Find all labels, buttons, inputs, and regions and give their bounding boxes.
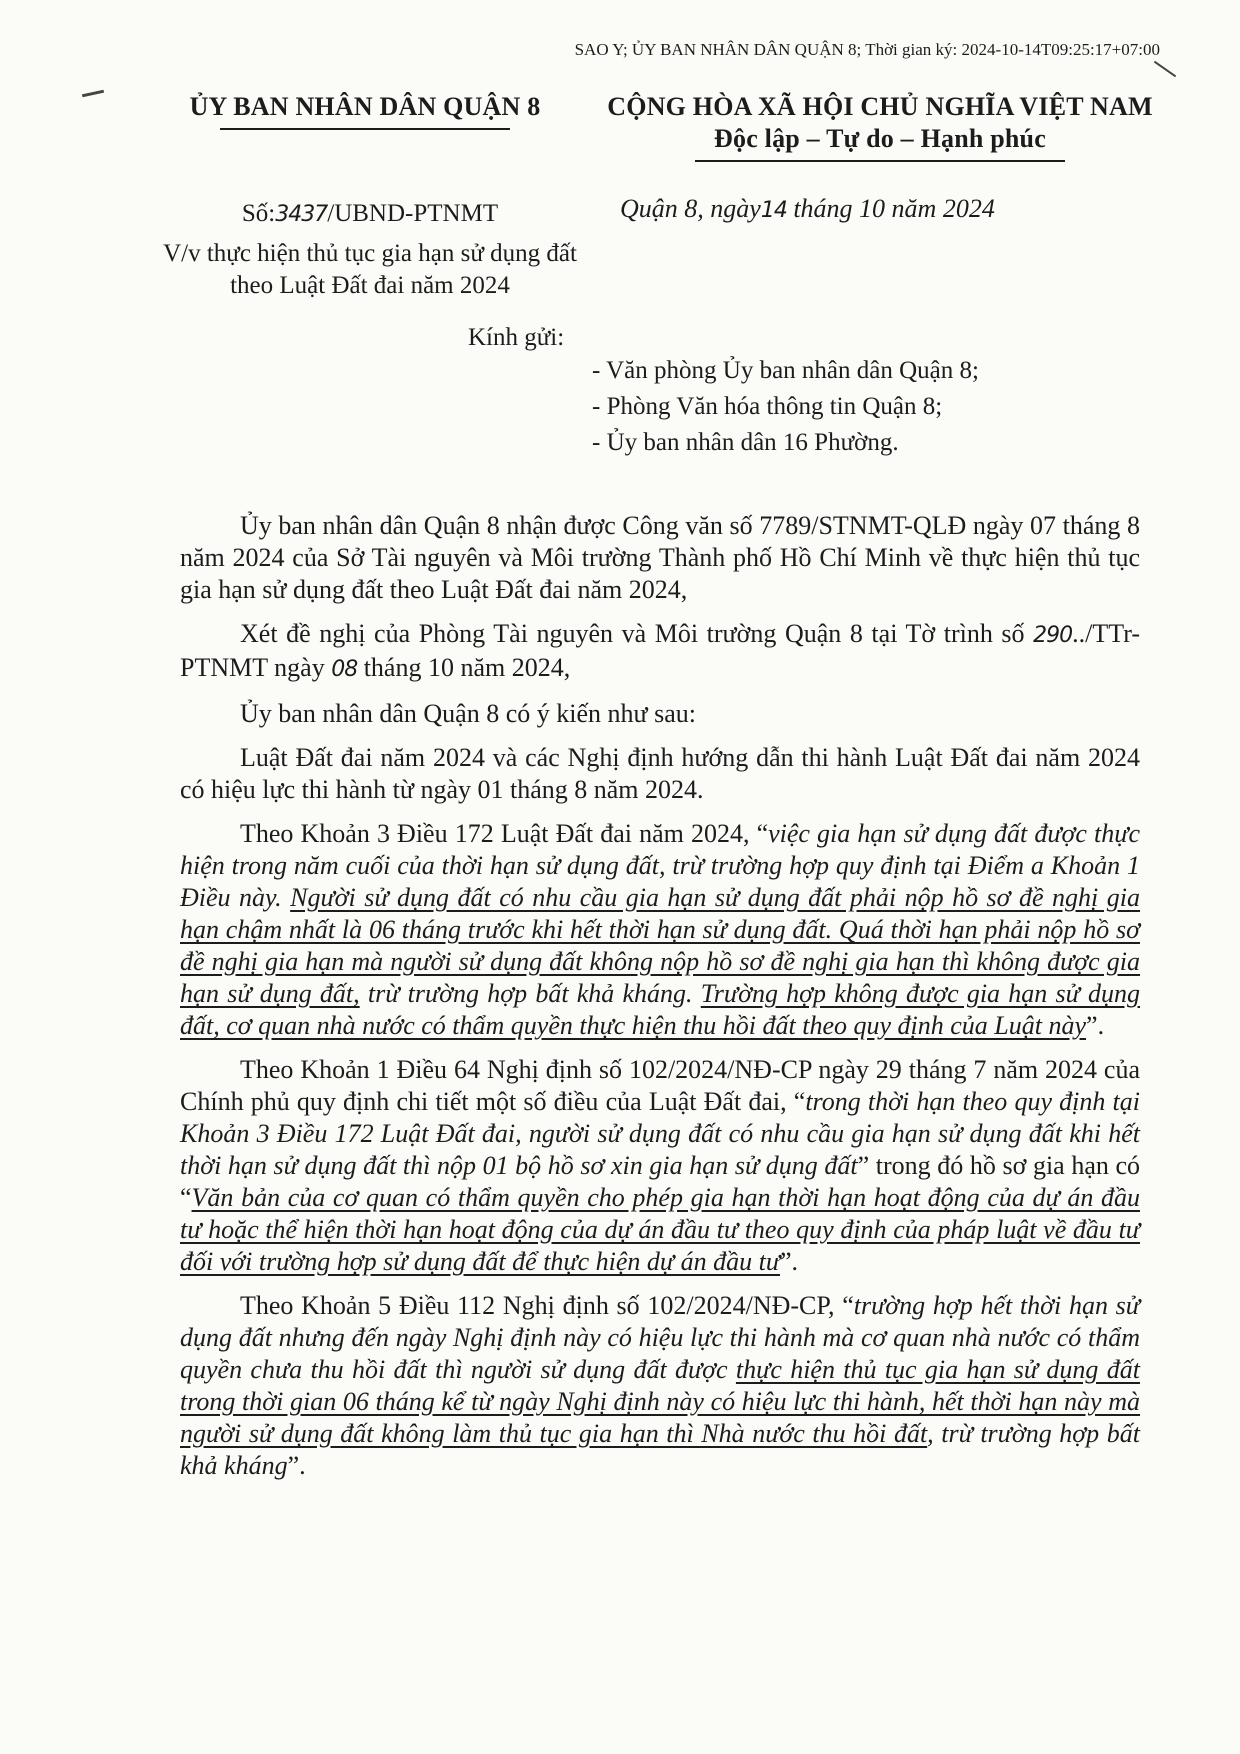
recipient: - Phòng Văn hóa thông tin Quận 8;: [592, 393, 943, 420]
national-header: [600, 92, 1160, 162]
paragraph: Ủy ban nhân dân Quận 8 nhận được Công văn số 7789/STNMT-QLĐ ngày 07 tháng 8 năm 2024 của Sở Tài nguyên và Môi trường Thành phố Hồ Chí Minh về thực hiện thủ tục gia hạn sử dụng đất theo Luật Đất đai năm 2024,: [180, 511, 1140, 604]
document-subject: V/v thực hiện thủ tục gia hạn sử dụng đất theo Luật Đất đai năm 2024: [163, 240, 577, 299]
paragraph: Theo Khoản 5 Điều 112 Nghị định số 102/2024/NĐ-CP, “trường hợp hết thời hạn sử dụng đất nhưng đến ngày Nghị định này có hiệu lực thi hành mà cơ quan nhà nước có thẩm quyền chưa thu hồi đất thì người sử dụng đất được thực hiện thủ tục gia hạn sử dụng đất trong thời gian 06 tháng kể từ ngày Nghị định này có hiệu lực thi hành, hết thời hạn này mà người sử dụng đất không làm thủ tục gia hạn thì Nhà nước thu hồi đất, trừ trường hợp bất khả kháng”.: [180, 1291, 1140, 1480]
paragraph: Theo Khoản 1 Điều 64 Nghị định số 102/2024/NĐ-CP ngày 29 tháng 7 năm 2024 của Chính phủ quy định chi tiết một số điều của Luật Đất đai, “trong thời hạn theo quy định tại Khoản 3 Điều 172 Luật Đất đai, người sử dụng đất có nhu cầu gia hạn sử dụng đất khi hết thời hạn sử dụng đất thì nộp 01 bộ hồ sơ xin gia hạn sử dụng đất” trong đó hồ sơ gia hạn có “Văn bản của cơ quan có thẩm quyền cho phép gia hạn thời hạn hoạt động của dự án đầu tư hoặc thể hiện thời hạn hoạt động của dự án đầu tư theo quy định của pháp luật về đầu tư đối với trường hợp sử dụng đất để thực hiện dự án đầu tư”.: [180, 1055, 1141, 1276]
paragraph: Xét đề nghị của Phòng Tài nguyên và Môi trường Quận 8 tại Tờ trình số 290../TTr-PTNMT ngày 08 tháng 10 năm 2024,: [180, 619, 1140, 682]
scan-mark: [1154, 61, 1176, 78]
underlined-quote: Văn bản của cơ quan có thẩm quyền cho phép gia hạn thời hạn hoạt động của dự án đầu tư hoặc thể hiện thời hạn hoạt động của dự án đầu tư theo quy định của pháp luật về đầu tư đối với trường hợp sử dụng đất để thực hiện dự án đầu tư: [180, 1183, 1140, 1276]
underlined-quote: thực hiện thủ tục gia hạn sử dụng đất trong thời gian 06 tháng kể từ ngày Nghị định này có hiệu lực thi hành, hết thời hạn này mà người sử dụng đất không làm thủ tục gia hạn thì Nhà nước thu hồi đất: [180, 1355, 1140, 1448]
paragraph: Ủy ban nhân dân Quận 8 có ý kiến như sau:: [240, 699, 696, 728]
handwritten-number: 3437: [275, 202, 328, 227]
handwritten-day: 08: [331, 657, 358, 682]
recipients-label: Kính gửi:: [468, 324, 565, 351]
divider: [695, 160, 1065, 162]
issuing-authority: [150, 92, 580, 130]
motto: Độc lập – Tự do – Hạnh phúc: [714, 124, 1046, 153]
country-name: CỘNG HÒA XÃ HỘI CHỦ NGHĨA VIỆT NAM: [607, 92, 1153, 121]
document-date: Quận 8, ngày14 tháng 10 năm 2024: [620, 194, 995, 223]
recipient: - Ủy ban nhân dân 16 Phường.: [592, 429, 899, 456]
recipients-list: [592, 353, 979, 461]
scan-mark: [82, 90, 104, 98]
authority-name: ỦY BAN NHÂN DÂN QUẬN 8: [189, 92, 541, 121]
document-body: [180, 510, 1140, 1494]
handwritten-number: 290: [1033, 623, 1073, 648]
handwritten-day: 14: [760, 198, 787, 223]
document-number: Số:3437/UBND-PTNMT: [241, 200, 499, 227]
divider: [220, 128, 510, 130]
digital-signature-stamp: SAO Y; ỦY BAN NHÂN DÂN QUẬN 8; Thời gian ký: 2024-10-14T09:25:17+07:00: [574, 40, 1160, 59]
paragraph: Luật Đất đai năm 2024 và các Nghị định hướng dẫn thi hành Luật Đất đai năm 2024 có hiệu lực thi hành từ ngày 01 tháng 8 năm 2024.: [180, 743, 1140, 804]
recipient: - Văn phòng Ủy ban nhân dân Quận 8;: [592, 357, 979, 384]
underlined-quote: Trường hợp không được gia hạn sử dụng đất, cơ quan nhà nước có thẩm quyền thực hiện thu hồi đất theo quy định của Luật này: [180, 979, 1140, 1040]
paragraph: Theo Khoản 3 Điều 172 Luật Đất đai năm 2024, “việc gia hạn sử dụng đất được thực hiện trong năm cuối của thời hạn sử dụng đất, trừ trường hợp quy định tại Điểm a Khoản 1 Điều này. Người sử dụng đất có nhu cầu gia hạn sử dụng đất phải nộp hồ sơ đề nghị gia hạn chậm nhất là 06 tháng trước khi hết thời hạn sử dụng đất. Quá thời hạn phải nộp hồ sơ đề nghị gia hạn mà người sử dụng đất không nộp hồ sơ đề nghị gia hạn thì không được gia hạn sử dụng đất, trừ trường hợp bất khả kháng. Trường hợp không được gia hạn sử dụng đất, cơ quan nhà nước có thẩm quyền thực hiện thu hồi đất theo quy định của Luật này”.: [180, 819, 1140, 1040]
underlined-quote: Người sử dụng đất có nhu cầu gia hạn sử dụng đất phải nộp hồ sơ đề nghị gia hạn chậm nhất là 06 tháng trước khi hết thời hạn sử dụng đất. Quá thời hạn phải nộp hồ sơ đề nghị gia hạn mà người sử dụng đất không nộp hồ sơ đề nghị gia hạn thì không được gia hạn sử dụng đất,: [180, 883, 1140, 1008]
